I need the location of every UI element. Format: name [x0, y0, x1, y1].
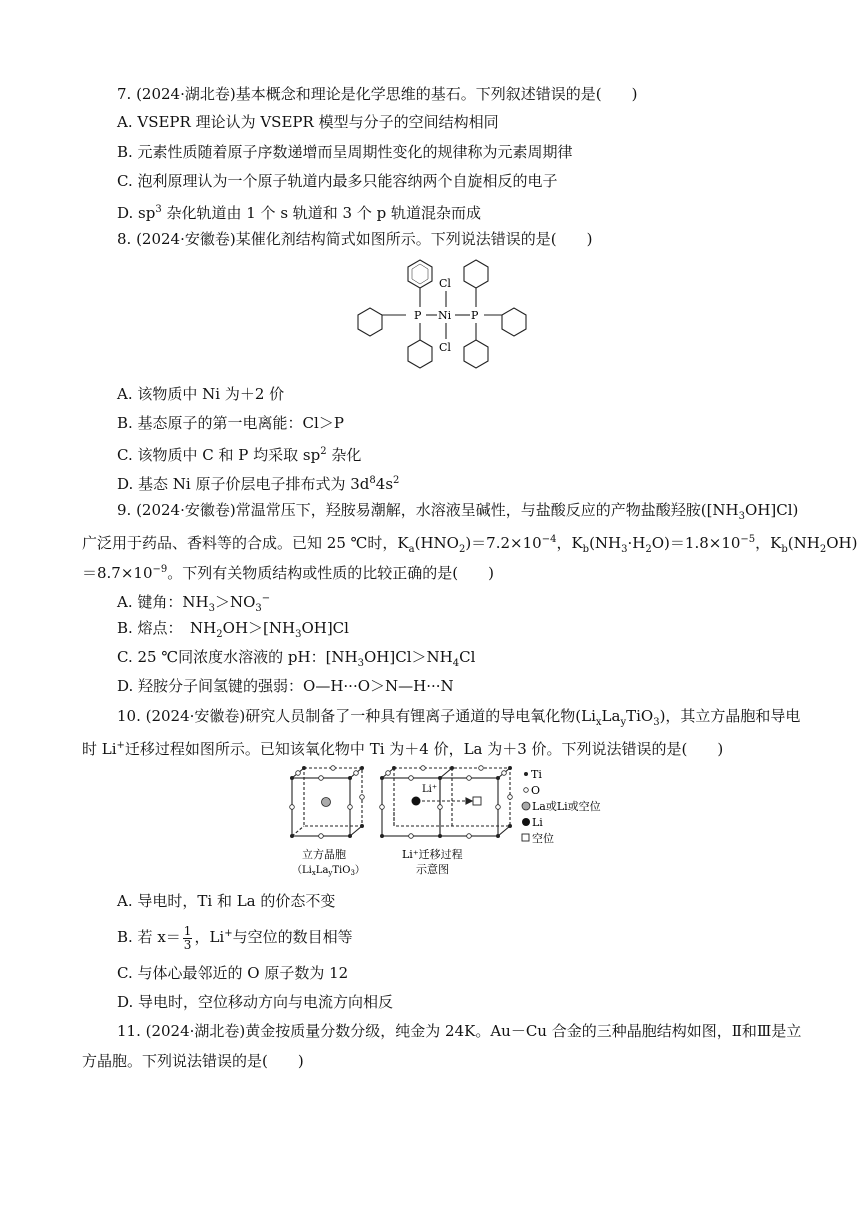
q8-option-c: C. 该物质中 C 和 P 均采取 $sp^2$ 杂化 [117, 446, 362, 464]
q11-stem-line1: 11. (2024·湖北卷)黄金按质量分数分级，纯金为 24K。Au－Cu 合金的三种晶胞结构如图，Ⅱ和Ⅲ是立 [117, 1022, 802, 1040]
legend-li: Li [532, 816, 543, 829]
q10-option-a: A. 导电时，Ti 和 La 的价态不变 [117, 892, 336, 910]
q7-option-c: C. 泡利原理认为一个原子轨道内最多只能容纳两个自旋相反的电子 [117, 172, 558, 190]
legend-la-li-vacancy: La或Li或空位 [532, 800, 601, 813]
caption-cubic-cell: 立方晶胞 [302, 848, 346, 861]
q9-stem-line2: 广泛用于药品、香料等的合成。已知 25 ℃时，$K_a(HNO_2)=7.2\times 10^{-4}$，$K_b(NH_3\cdot H_2O)=1.8\times 10^{-5}$，$K_b(NH_2OH)$ [82, 534, 858, 555]
q11-stem-line2: 方晶胞。下列说法错误的是( ) [82, 1052, 304, 1070]
right-p-atom: P [471, 309, 479, 322]
q9-stem-line1: 9. (2024·安徽卷)常温常压下，羟胺易潮解，水溶液呈碱性，与盐酸反应的产物盐酸羟胺$([NH_3OH]Cl)$ [117, 501, 799, 522]
li-ion-label: Li⁺ [422, 784, 438, 795]
q10-stem-line2: 时 Li+迁移过程如图所示。已知该氧化物中 Ti 为＋4 价，La 为＋3 价。下列说法错误的是( ) [82, 740, 724, 758]
caption-migration: Li⁺迁移过程 [402, 848, 463, 861]
bottom-cl-atom: Cl [439, 341, 451, 354]
q10-option-c: C. 与体心最邻近的 O 原子数为 12 [117, 964, 349, 982]
caption-formula: $(Li_xLa_yTiO_3)$ [292, 865, 365, 877]
q10-option-b: B. 若 x＝ $\frac{1}{3}$ ，Li+与空位的数目相等 [117, 923, 353, 952]
q9-option-d: D. 羟胺分子间氢键的强弱：O—H···O＞N—H···N [117, 677, 454, 695]
q9-stem-line3: $=8.7\times 10^{-9}$。下列有关物质结构或性质的比较正确的是( ) [82, 564, 494, 582]
q8-option-a: A. 该物质中 Ni 为＋2 价 [117, 385, 285, 403]
ni-atom: Ni [438, 309, 452, 322]
left-p-atom: P [414, 309, 422, 322]
caption-schematic: 示意图 [416, 863, 449, 876]
top-cl-atom: Cl [439, 277, 451, 290]
q8-stem: 8. (2024·安徽卷)某催化剂结构简式如图所示。下列说法错误的是( ) [117, 230, 593, 248]
ni-complex-structure [350, 255, 540, 375]
q9-option-b: B. 熔点： $NH_2OH>[NH_3OH]Cl$ [117, 619, 349, 640]
legend-ti: Ti [531, 768, 542, 781]
q8-option-b: B. 基态原子的第一电离能：Cl＞P [117, 414, 344, 432]
q7-stem: 7. (2024·湖北卷)基本概念和理论是化学思维的基石。下列叙述错误的是( ) [117, 85, 638, 103]
q8-option-d: D. 基态 Ni 原子价层电子排布式为 $3d^84s^2$ [117, 475, 400, 493]
crystal-cell-figure [282, 762, 622, 880]
q7-option-d: D. $sp^3$ 杂化轨道由 1 个 s 轨道和 3 个 p 轨道混杂而成 [117, 204, 482, 222]
one-third-fraction: $\frac{1}{3}$ [183, 923, 192, 952]
q9-option-a: A. 键角：$NH_3>NO_3^-$ [117, 593, 271, 614]
q7-option-a: A. VSEPR 理论认为 VSEPR 模型与分子的空间结构相同 [117, 113, 499, 131]
q9-option-c: C. 25 ℃同浓度水溶液的 pH：$[NH_3OH]Cl>NH_4Cl$ [117, 648, 476, 669]
legend-o: O [531, 784, 541, 797]
q7-option-b: B. 元素性质随着原子序数递增而呈周期性变化的规律称为元素周期律 [117, 143, 573, 161]
q10-stem-line1: 10. (2024·安徽卷)研究人员制备了一种具有锂离子通道的导电氧化物$(Li_xLa_yTiO_3)$，其立方晶胞和导电 [117, 707, 801, 728]
q10-option-d: D. 导电时，空位移动方向与电流方向相反 [117, 993, 394, 1011]
legend-vacancy: 空位 [532, 832, 554, 845]
